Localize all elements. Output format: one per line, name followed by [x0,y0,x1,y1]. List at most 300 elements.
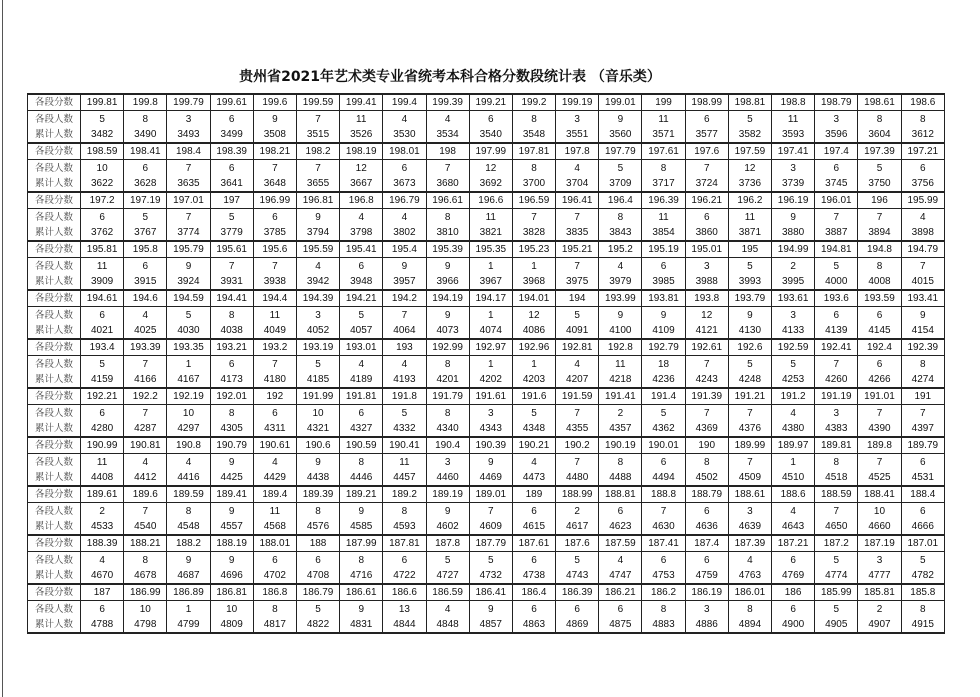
score-cell: 192.97 [469,339,512,356]
count-cell: 12 [340,160,383,177]
count-cell: 6 [296,552,339,569]
count-cell: 5 [469,552,512,569]
count-cell: 5 [81,356,124,373]
cumulative-row [28,470,945,486]
count-cell: 9 [642,307,685,324]
cumulative-cell: 4727 [426,568,469,584]
count-cell: 3 [858,552,901,569]
cumulative-cell: 4243 [685,372,728,388]
count-cell: 3 [815,405,858,422]
count-cell: 9 [167,552,210,569]
count-row [28,209,945,226]
score-cell: 190.81 [124,437,167,454]
cumulative-cell: 4708 [296,568,339,584]
score-cell: 198.4 [167,143,210,160]
count-row-label: 各段人数 [28,111,81,128]
count-cell: 5 [426,552,469,569]
score-cell: 189.39 [296,486,339,503]
score-cell: 185.8 [901,584,944,601]
score-cell: 191.6 [512,388,555,405]
count-cell: 7 [556,405,599,422]
count-row [28,111,945,128]
score-cell: 193.39 [124,339,167,356]
cumulative-cell: 4446 [340,470,383,486]
cumulative-cell: 3756 [901,176,944,192]
cumulative-cell: 4348 [512,421,555,437]
cumulative-cell: 3560 [599,127,642,143]
cumulative-cell: 3860 [685,225,728,241]
count-cell: 10 [124,601,167,618]
score-row-label: 各段分数 [28,388,81,405]
score-row [28,339,945,356]
count-cell: 8 [642,160,685,177]
score-cell: 197 [210,192,253,209]
cumulative-cell: 4799 [167,617,210,633]
cumulative-cell: 4260 [815,372,858,388]
score-cell: 197.2 [81,192,124,209]
score-cell: 190.2 [556,437,599,454]
count-cell: 1 [469,258,512,275]
count-cell: 8 [383,503,426,520]
score-cell: 194.17 [469,290,512,307]
score-cell: 197.6 [685,143,728,160]
count-cell: 9 [296,209,339,226]
cumulative-cell: 3667 [340,176,383,192]
count-cell: 5 [815,601,858,618]
count-cell: 6 [901,160,944,177]
cumulative-cell: 4763 [728,568,771,584]
score-cell: 191.99 [296,388,339,405]
count-cell: 10 [858,503,901,520]
count-cell: 8 [599,209,642,226]
score-cell: 198.81 [728,94,771,111]
cumulative-cell: 4817 [253,617,296,633]
count-row-label: 各段人数 [28,552,81,569]
cumulative-cell: 3628 [124,176,167,192]
cumulative-cell: 4639 [728,519,771,535]
cumulative-cell: 3736 [728,176,771,192]
count-cell: 7 [728,405,771,422]
count-cell: 8 [210,405,253,422]
cumulative-cell: 3582 [728,127,771,143]
count-cell: 7 [253,160,296,177]
cumulative-cell: 4738 [512,568,555,584]
cumulative-cell: 3931 [210,274,253,290]
score-cell: 194.4 [253,290,296,307]
cumulative-cell: 3540 [469,127,512,143]
score-cell: 187.01 [901,535,944,552]
score-cell: 188.81 [599,486,642,503]
cumulative-cell: 4248 [728,372,771,388]
count-cell: 8 [512,111,555,128]
cumulative-cell: 4121 [685,323,728,339]
cumulative-cell: 4038 [210,323,253,339]
score-cell: 189.4 [253,486,296,503]
score-cell: 187.39 [728,535,771,552]
score-cell: 192.19 [167,388,210,405]
score-row [28,437,945,454]
count-row-label: 各段人数 [28,209,81,226]
cumulative-cell: 3779 [210,225,253,241]
cumulative-cell: 4494 [642,470,685,486]
count-cell: 18 [642,356,685,373]
score-cell: 198.99 [685,94,728,111]
count-cell: 8 [124,111,167,128]
score-cell: 193.99 [599,290,642,307]
count-cell: 7 [383,307,426,324]
cumulative-cell: 4202 [469,372,512,388]
count-cell: 8 [512,160,555,177]
score-cell: 196.6 [469,192,512,209]
count-cell: 4 [383,209,426,226]
count-cell: 7 [901,405,944,422]
score-cell: 188.39 [81,535,124,552]
count-cell: 1 [512,356,555,373]
count-cell: 10 [81,160,124,177]
count-cell: 1 [469,356,512,373]
cumulative-row-label: 累计人数 [28,470,81,486]
cumulative-row [28,519,945,535]
cumulative-cell: 4311 [253,421,296,437]
count-cell: 5 [556,552,599,569]
count-cell: 7 [815,356,858,373]
score-cell: 191.41 [599,388,642,405]
cumulative-cell: 4236 [642,372,685,388]
score-cell: 189.97 [772,437,815,454]
cumulative-cell: 4167 [167,372,210,388]
score-cell: 191.59 [556,388,599,405]
count-cell: 8 [426,209,469,226]
cumulative-cell: 4774 [815,568,858,584]
count-cell: 9 [901,307,944,324]
cumulative-cell: 4015 [901,274,944,290]
score-cell: 191.81 [340,388,383,405]
count-cell: 11 [469,209,512,226]
cumulative-row [28,568,945,584]
cumulative-cell: 4696 [210,568,253,584]
count-cell: 6 [685,111,728,128]
count-cell: 5 [728,356,771,373]
cumulative-cell: 3821 [469,225,512,241]
cumulative-cell: 4189 [340,372,383,388]
count-cell: 4 [556,356,599,373]
score-cell: 186.79 [296,584,339,601]
score-cell: 197.99 [469,143,512,160]
score-cell: 187.61 [512,535,555,552]
cumulative-cell: 4429 [253,470,296,486]
cumulative-row [28,225,945,241]
score-cell: 186.99 [124,584,167,601]
count-cell: 8 [642,601,685,618]
cumulative-cell: 3526 [340,127,383,143]
count-cell: 7 [210,258,253,275]
score-cell: 198.79 [815,94,858,111]
score-cell: 187.59 [599,535,642,552]
cumulative-cell: 3975 [556,274,599,290]
cumulative-cell: 4473 [512,470,555,486]
score-cell: 199.19 [556,94,599,111]
cumulative-cell: 3915 [124,274,167,290]
cumulative-cell: 3700 [512,176,555,192]
cumulative-cell: 4321 [296,421,339,437]
count-cell: 12 [512,307,555,324]
count-row-label: 各段人数 [28,160,81,177]
count-cell: 9 [210,454,253,471]
count-cell: 6 [642,552,685,569]
score-cell: 195.59 [296,241,339,258]
cumulative-cell: 4617 [556,519,599,535]
score-cell: 186.8 [253,584,296,601]
cumulative-cell: 4052 [296,323,339,339]
cumulative-cell: 3612 [901,127,944,143]
score-cell: 189 [512,486,555,503]
page-edge-line [2,0,3,697]
score-cell: 186.2 [642,584,685,601]
score-cell: 195.6 [253,241,296,258]
count-cell: 6 [81,209,124,226]
cumulative-cell: 3724 [685,176,728,192]
cumulative-cell: 3942 [296,274,339,290]
count-cell: 7 [167,160,210,177]
cumulative-cell: 4008 [858,274,901,290]
count-cell: 7 [728,454,771,471]
cumulative-cell: 3993 [728,274,771,290]
score-cell: 195 [728,241,771,258]
score-cell: 196.59 [512,192,555,209]
count-cell: 9 [426,307,469,324]
score-cell: 199.2 [512,94,555,111]
score-cell: 197.4 [815,143,858,160]
cumulative-cell: 3887 [815,225,858,241]
cumulative-cell: 3762 [81,225,124,241]
score-cell: 194.21 [340,290,383,307]
cumulative-cell: 3548 [512,127,555,143]
cumulative-row-label: 累计人数 [28,274,81,290]
score-cell: 192.21 [81,388,124,405]
count-row-label: 各段人数 [28,258,81,275]
cumulative-cell: 3995 [772,274,815,290]
cumulative-cell: 3871 [728,225,771,241]
cumulative-cell: 4397 [901,421,944,437]
cumulative-cell: 4305 [210,421,253,437]
cumulative-cell: 3798 [340,225,383,241]
score-cell: 198.61 [858,94,901,111]
count-row-label: 各段人数 [28,307,81,324]
score-cell: 187.6 [556,535,599,552]
score-cell: 187.41 [642,535,685,552]
count-cell: 1 [469,307,512,324]
score-cell: 187.21 [772,535,815,552]
count-cell: 5 [512,405,555,422]
score-cell: 188.8 [642,486,685,503]
cumulative-cell: 3828 [512,225,555,241]
count-cell: 6 [599,503,642,520]
score-cell: 191.01 [858,388,901,405]
cumulative-cell: 4218 [599,372,642,388]
score-cell: 189.59 [167,486,210,503]
cumulative-cell: 4408 [81,470,124,486]
score-cell: 188.4 [901,486,944,503]
score-cell: 187.81 [383,535,426,552]
score-cell: 188.41 [858,486,901,503]
cumulative-cell: 4609 [469,519,512,535]
cumulative-cell: 4369 [685,421,728,437]
cumulative-row [28,323,945,339]
score-cell: 191.61 [469,388,512,405]
cumulative-cell: 4502 [685,470,728,486]
cumulative-row-label: 累计人数 [28,323,81,339]
cumulative-cell: 3739 [772,176,815,192]
count-cell: 3 [556,111,599,128]
score-cell: 186.4 [512,584,555,601]
score-cell: 187.8 [426,535,469,552]
count-cell: 3 [426,454,469,471]
score-cell: 197.59 [728,143,771,160]
count-cell: 4 [728,552,771,569]
cumulative-cell: 4100 [599,323,642,339]
score-cell: 186.39 [556,584,599,601]
cumulative-cell: 4425 [210,470,253,486]
cumulative-cell: 3641 [210,176,253,192]
score-cell: 195.35 [469,241,512,258]
count-cell: 4 [512,454,555,471]
cumulative-cell: 4457 [383,470,426,486]
cumulative-cell: 3785 [253,225,296,241]
score-cell: 199 [642,94,685,111]
score-cell: 186.01 [728,584,771,601]
cumulative-cell: 4722 [383,568,426,584]
cumulative-cell: 3810 [426,225,469,241]
cumulative-cell: 4886 [685,617,728,633]
count-row [28,258,945,275]
count-cell: 11 [253,503,296,520]
score-row-label: 各段分数 [28,143,81,160]
cumulative-row [28,274,945,290]
cumulative-cell: 4203 [512,372,555,388]
count-cell: 4 [901,209,944,226]
cumulative-row-label: 累计人数 [28,421,81,437]
count-cell: 3 [469,405,512,422]
score-cell: 193.4 [81,339,124,356]
cumulative-cell: 4049 [253,323,296,339]
count-cell: 3 [167,111,210,128]
count-cell: 6 [901,503,944,520]
cumulative-cell: 4297 [167,421,210,437]
cumulative-cell: 4585 [340,519,383,535]
count-cell: 7 [685,356,728,373]
score-row [28,486,945,503]
cumulative-cell: 4376 [728,421,771,437]
count-cell: 6 [901,454,944,471]
count-cell: 7 [167,209,210,226]
score-row-label: 各段分数 [28,339,81,356]
cumulative-cell: 4480 [556,470,599,486]
score-cell: 197.61 [642,143,685,160]
count-cell: 8 [253,601,296,618]
score-cell: 196.19 [772,192,815,209]
count-cell: 11 [772,111,815,128]
score-cell: 188.21 [124,535,167,552]
count-cell: 3 [772,307,815,324]
score-cell: 194.99 [772,241,815,258]
cumulative-cell: 3968 [512,274,555,290]
cumulative-cell: 4670 [81,568,124,584]
cumulative-cell: 4900 [772,617,815,633]
count-cell: 7 [296,160,339,177]
cumulative-cell: 3967 [469,274,512,290]
score-cell: 194.59 [167,290,210,307]
count-cell: 7 [556,454,599,471]
cumulative-cell: 4531 [901,470,944,486]
count-cell: 6 [556,601,599,618]
score-cell: 186.61 [340,584,383,601]
score-cell: 195.39 [426,241,469,258]
score-cell: 197.81 [512,143,555,160]
score-cell: 196.81 [296,192,339,209]
score-cell: 197.21 [901,143,944,160]
score-cell: 191.8 [383,388,426,405]
score-cell: 195.79 [167,241,210,258]
count-cell: 7 [469,503,512,520]
count-cell: 8 [858,258,901,275]
count-cell: 6 [685,552,728,569]
cumulative-cell: 4568 [253,519,296,535]
count-cell: 6 [253,209,296,226]
count-cell: 4 [426,111,469,128]
cumulative-cell: 4623 [599,519,642,535]
cumulative-cell: 4809 [210,617,253,633]
count-cell: 7 [296,111,339,128]
score-cell: 199.21 [469,94,512,111]
score-row [28,535,945,552]
cumulative-cell: 3673 [383,176,426,192]
count-row-label: 各段人数 [28,356,81,373]
cumulative-cell: 3692 [469,176,512,192]
cumulative-cell: 3593 [772,127,815,143]
count-row [28,405,945,422]
count-cell: 9 [599,307,642,324]
count-cell: 5 [296,356,339,373]
count-cell: 5 [858,160,901,177]
count-cell: 7 [556,209,599,226]
cumulative-cell: 4687 [167,568,210,584]
cumulative-cell: 4438 [296,470,339,486]
count-cell: 8 [210,307,253,324]
score-cell: 192.61 [685,339,728,356]
count-cell: 5 [340,307,383,324]
cumulative-cell: 3880 [772,225,815,241]
cumulative-cell: 3499 [210,127,253,143]
score-cell: 190 [685,437,728,454]
score-cell: 194.8 [858,241,901,258]
score-cell: 192.41 [815,339,858,356]
count-cell: 7 [556,258,599,275]
score-cell: 188 [296,535,339,552]
score-cell: 190.21 [512,437,555,454]
cumulative-cell: 3985 [642,274,685,290]
count-cell: 5 [815,258,858,275]
cumulative-cell: 4154 [901,323,944,339]
cumulative-row-label: 累计人数 [28,372,81,388]
count-cell: 12 [728,160,771,177]
score-cell: 197.39 [858,143,901,160]
count-cell: 1 [167,356,210,373]
count-cell: 11 [728,209,771,226]
cumulative-cell: 3966 [426,274,469,290]
score-cell: 191.2 [772,388,815,405]
count-cell: 6 [642,454,685,471]
score-cell: 193.2 [253,339,296,356]
